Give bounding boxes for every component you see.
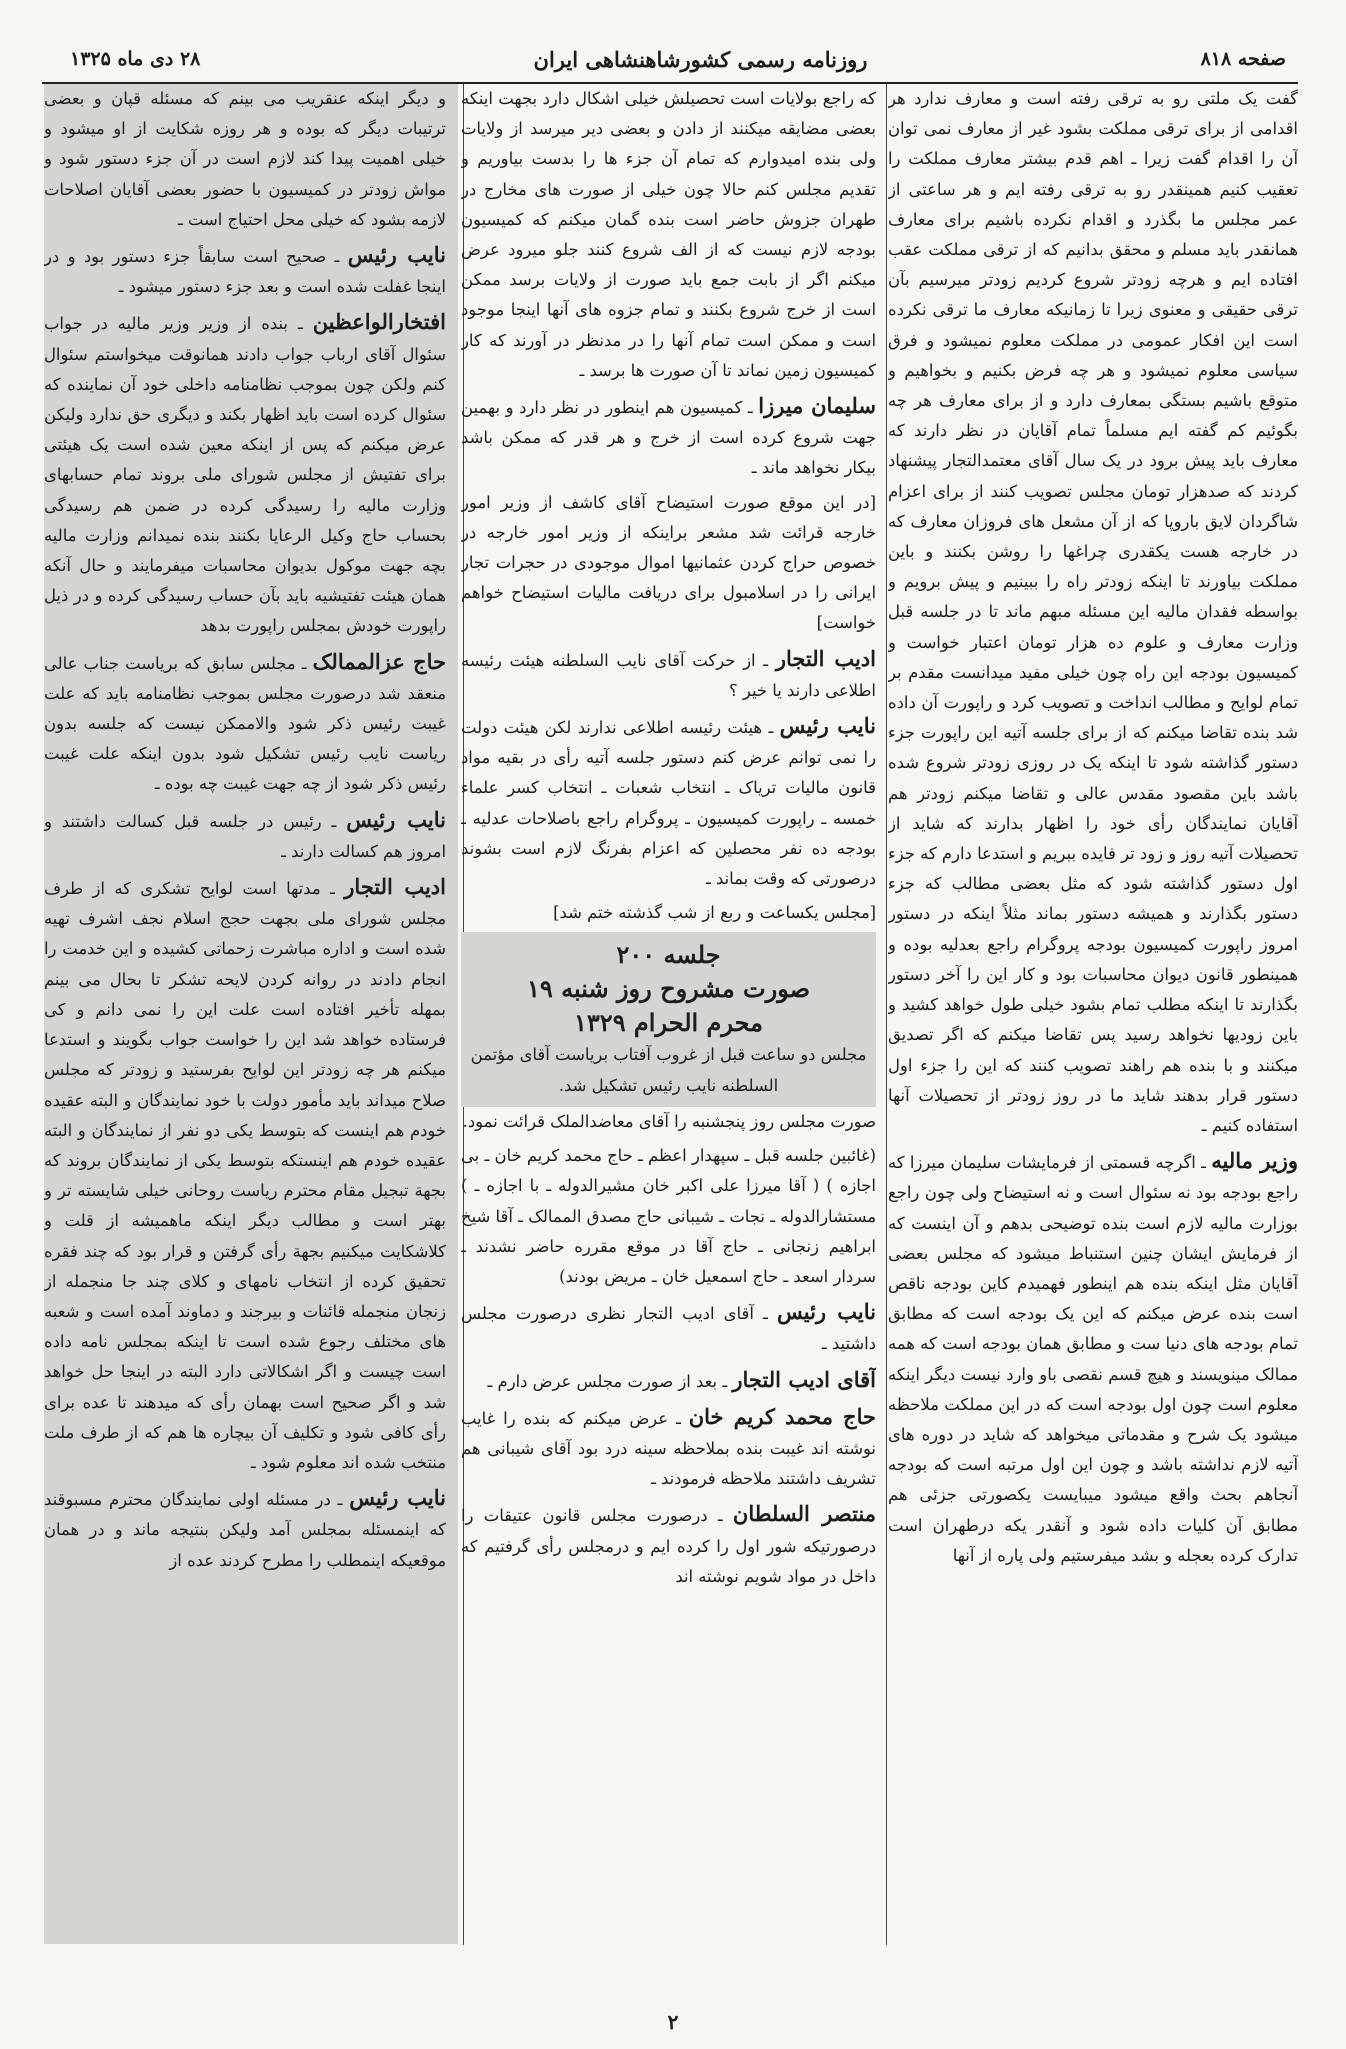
paragraph: ـ اگرچه قسمتی از فرمایشات سلیمان میرزا که راجع بودجه بود نه سئوال است و نه استیضاح ولی چون راجع بوزارت مالیه لازم است بنده توضیحی بدهم و آن اینست که از فرمایش ایشان چنین استنباط میشود که مجلس بعضی آقایان مثل اینکه بنده هم اینطور فهمیدم کاین بودجه ناقص است بنده عرض میکنم که این یک بودجه است که مطابق تمام بودجه های دنیا ست و مطابق همان بودجه است که همه ممالک مینویسند و هیچ قسم نقصی باو وارد نیست دیگر اینکه معلوم است چون اول بودجه است که در این مملکت ملاحظه میشود یک شرح و مقدماتی میخواهد که شاید در دوره های آتیه لازم نداشته باشد و چون این اول مرتبه است که بودجه آنجاهم بحث واقع میشود میبایست یکصورتی جزئی هم مطابق آن کلیات داده شود و آنقدر یکه درطهران است تدارک کرده بعجله و بشد میفرستیم ولی پاره از آنها [888,1153,1298,1565]
paragraph: ـ درصورت مجلس قانون عتیقات را درصورتیکه شور اول را کرده ایم و درمجلس رأی گرفتیم که داخل در مواد شویم نوشته اند [461,1506,876,1586]
paragraph: ـ مجلس سابق که بریاست جناب عالی منعقد شد درصورت مجلس بموجب نظامنامه باید که علت غیبت رئیس ذکر شود والاممکن نیست که جلسه بدون ریاست نایب رئیس تشکیل شود بدون اینکه علت غیبت رئیس ذکر شود از چه جهت غیبت چه بوده ـ [44,653,446,794]
paragraph: مجلس دو ساعت قبل از غروب آفتاب بریاست آقای مؤتمن السلطنه نایب رئیس تشکیل شد. [470,1045,867,1095]
speaker-name: ادیب التجار [775,645,876,671]
session-subtitle: صورت مشروح روز شنبه ۱۹ [527,974,810,1004]
paragraph: که راجع بولایات است تحصیلش خیلی اشکال دارد بجهت اینکه بعضی مضایقه میکنند از دادن و بعضی دیر میرسد از ولایات ولی بنده امیدوارم که تمام آن جزء ها را بدست بیاوریم و تقدیم مجلس کنم حالا چون خیلی از صورت های مخارج در طهران جزوش حاضر است بنده گمان میکنم که کمیسیون بودجه لازم نیست که از الف شروع کنند جلو میرود عرض میکنم اگر از بابت جمع باید صورت از ولایات برسد ممکن است از خرج شروع بکنند و تمام جزوه های آنها اینجا موجود است و ممکن است تمام آنها را در مدنظر در آورند که کار کمیسیون زمین نماند تا آن صورت ها برسد ـ [461,89,876,380]
speaker-name: حاج عزالممالک [312,648,446,674]
newspaper-title: روزنامه رسمی کشورشاهنشاهی ایران [533,46,868,72]
speaker-name: نایب رئیس [346,806,446,832]
paragraph: ـ هیئت رئیسه اطلاعی ندارند لکن هیئت دولت را نمی توانم عرض کنم دستور جلسه آتیه رأی در بقیه مواد قانون مالیات تریاک ـ انتخاب شعبات ـ انتخاب کسر علماء خمسه ـ راپورت کمیسیون ـ پروگرام راجع باصلاحات عدلیه ـ بودجه ده نفر محصلین که اعزام بفرنگ لازم است بشوند درصورتی که وقت بماند ـ [461,718,876,889]
column-right [888,84,1298,1945]
paragraph: [مجلس یکساعت و ربع از شب گذشته ختم شد] [553,903,876,923]
paragraph: ـ آقای ادیب التجار نظری درصورت مجلس داشتید ـ [461,1304,876,1354]
column-left [44,84,446,1945]
paragraph: ـ بنده از وزیر وزیر مالیه در جواب سئوال آقای ارباب جواب دادند همانوقت میخواستم سئوال کنم ولکن چون بموجب نظامنامه داخلی خود آن نماینده که سئوال کرده است باید اظهار بکند و دیگری حق ندارد ولیکن عرض میکنم که پس از اینکه معین شده است یک هیئتی برای تفتیش از مجلس شورای ملی بروند تمام حسابهای وزارت مالیه را رسیدگی کرده در ضمن هم رسیدگی بحساب حاج وکیل الرعایا بکنند بنده نمیدانم وزارت مالیه بچه جهت موکول بدیوان محاسبات میفرمایند و حال آنکه همان هیئت تفتیشیه باید بآن حساب رسیدگی کرده و در ذیل راپورت خودش بمجلس راپورت بدهد [44,314,446,636]
paragraph: ـ از حرکت آقای نایب السلطنه هیئت رئیسه اطلاعی دارند یا خیر ؟ [461,650,876,700]
paragraph: ـ صحیح است سابقاً جزء دستور بود و در اینجا غفلت شده است و بعد جزء دستور میشود ـ [44,247,446,297]
speaker-name: منتصر السلطان [732,1501,876,1527]
issue-date: ۲۸ دی ماه ۱۳۲۵ [70,48,201,70]
speaker-name: نایب رئیس [349,1485,446,1511]
paragraph: صورت مجلس روز پنجشنبه را آقای معاضدالملک قرائت نمود. [462,1111,876,1131]
speaker-name: وزیر مالیه [1211,1148,1298,1174]
paragraph: ـ مدتها است لوایح تشکری که از طرف مجلس شورای ملی بجهت حجج اسلام نجف اشرف تهیه شده است و اداره مباشرت زحماتی کشیده و این خدمت را انجام دادند در روانه کردن لایحه تشکر تا بحال می بینم بمهله تأخیر افتاده است علت این را نمی دانم و کی فرستاده خواهد شد این را خواست جواب بگویند و استدعا میکنم هر چه زودتر این لوایح بفرستید و زودتر که مجلس صلاح میداند باید مأمور دولت با خود نمایندگان و البته عقیده خودم هم اینست که بتوسط یکی دو نفر از نمایندگان و البته عقیده خودم هم اینستکه بتوسط یکی از نمایندگان بروند که بجهة تبجیل مقام محترم ریاست روحانی خیلی شایسته تر و بهتر است و مطالب دیگر اینکه ماهمیشه از قلت و کلاشکایت میکنیم بجهة رأی گرفتن و قرار بود که چند فقره تحقیق کرده از انتخاب نامهای و کلای چند جا منجمله از زنجان منجمله قائنات و بیرجند و دماوند آمده است و شعبه های مختلف رجوع شده است تا اینکه بمجلس نامه داده است چیست و اگر اشکالاتی دارد البته در اینجا حل خواهد شد و اگر صحیح است بهمان رأی که میدهند تا عده برای رأی کافی شود و تکلیف آن بیچاره ها هم که از طرف ملت منتخب شده اند معلوم شود ـ [44,879,446,1472]
paragraph: و دیگر اینکه عنقریب می بینم که مسئله قپان و بعضی ترتیبات دیگر که بوده و هر روزه شکایت از او میشود و خیلی اهمیت پیدا کند لازم است در آن جزء دستور شود و مواش زودتر در کمیسیون با حضور بعضی آقایان اصلاحات لازمه بشود که خیلی محل احتیاج است ـ [44,89,446,229]
speaker-name: نایب رئیس [347,242,446,268]
paragraph: (غائبین جلسه قبل ـ سپهدار اعظم ـ حاج محمد کریم خان ـ بی اجازه ) ( آقا میرزا علی اکبر خان مشیرالدوله ـ با اجازه ـ ) مستشارالدوله ـ نجات ـ شیبانی حاج مصدق الممالک ـ آقا شیخ ابراهیم زنجانی ـ حاج آقا در موقع مقرره حاضر نشدند ـ سردار اسعد ـ حاج اسمعیل خان ـ مریض بودند) [461,1146,876,1286]
speaker-name: آقای ادیب التجار [732,1366,876,1392]
session-number: جلسه ۲۰۰ [616,940,721,970]
paragraph: ـ در مسئله اولی نمایندگان محترم مسبوقند که اینمسئله بمجلس آمد ولیکن بنتیجه ماند و در همان موقعیکه اینمطلب را مطرح کردند عده از [44,1490,446,1570]
speaker-name: حاج محمد کریم خان [688,1403,876,1429]
column-divider-right [886,84,887,1945]
speaker-name: نایب رئیس [776,1299,876,1325]
speaker-name: سلیمان میرزا [758,393,876,419]
session-date: محرم الحرام ۱۳۲۹ [574,1008,763,1038]
paragraph: ـ کمیسیون هم اینطور در نظر دارد و بهمین جهت شروع کرده است از خرج و هر قدر که ممکن باشد بیکار نخواهد ماند ـ [461,398,876,478]
masthead [70,38,1286,80]
paragraph: ـ عرض میکنم که بنده را غایب نوشته اند غیبت بنده بملاحظه سینه درد بود آقای شیبانی هم تشریف داشتند ملاحظه فرمودند ـ [461,1408,876,1489]
column-middle [461,84,876,1945]
paragraph: ـ رئیس در جلسه قبل کسالت داشتند و امروز هم کسالت دارند ـ [44,811,446,861]
speaker-name: ادیب التجار [344,874,446,900]
paragraph: ـ بعد از صورت مجلس عرض دارم ـ [487,1371,728,1391]
paragraph: گفت یک ملتی رو به ترقی رفته است و معارف ندارد هر اقدامی از برای ترقی مملکت بشود غیر از معارف نمی توان آن را اقدام گفت زیرا ـ اهم قدم بیشتر معارف مملکت را تعقیب کنیم همینقدر رو به ترقی رفته ایم و هر ساعتی از عمر مجلس ما بگذرد و اقدام نکرده باشیم برای معارف همانقدر باید مسلم و محقق بدانیم که از ترقی مملکت عقب افتاده ایم و هرچه زودتر شروع کردیم زودتر میرسیم بآن ترقی حقیقی و معنوی زیرا تا زمانیکه معارف ما ترقی نکرده است این افکار عمومی در مملکت معلوم نمیشود و فرق سیاسی معلوم نمیشود و هر چه فرض بکنیم و بخواهیم و متوقع باشیم بستگی بمعارف دارد و از برای معارف هر چه بگوئیم کم گفته ایم مسلماً تمام آقایان در نظر دارند که معارف باید پیش برود در یک سال آقای معتمدالتجار پیشنهاد کردند که صدهزار تومان مجلس تصویب کنند از برای اعزام شاگردان لایق باروپا که از آن مشعل های فروزان معارف که در خارجه هست یکقدری چراغها را روشن بکنند و باین مملکت بیاورند تا اینکه زودتر راه را ببینیم و پیش برویم و بواسطه فقدان مالیه این مسئله مبهم ماند تا در جلسه قبل وزارت معارف و علوم ده هزار تومان اعتبار خواست و کمیسیون بودجه این راه چون خیلی مفید میدانست مقدم بر تمام لوایح و مطالب انداخت و تصویب کرد و راپورت آن داده شد بنده تقاضا میکنم که از برای جلسه آتیه این راپورت جزء دستور گذاشته شود تا اینکه یک در روزی زودتر شروع شده باشد باین مقصود مقدس عالی و تقاضا میکنم زودتر هم آقایان نمایندگان رأی خود را اظهار بدارند که شاید از تحصیلات آتیه روز و زود تر فایده ببریم و استدعا دارم که جزء اول دستور گذاشته شود که مثل بعضی مطالب که جزء دستور بگذارند و همیشه دستور بماند مثلاً اینکه در دستور امروز راپورت کمیسیون بودجه پروگرام راجع بعدلیه بوده و همینطور قانون دیوان محاسبات بود و کار این را آخر دستور بگذارند تا اینکه مطلب تمام بشود خیلی طول خواهد کشید و باین زودیها نخواهد رسید پس تقاضا میکنم که اگر تصدیق میکنند و با بنده هم راهند تصویب کنند که این را جزء اول دستور قرار بدهند شاید ما در روز زودتر از تحصیلات آنها استفاده کنیم ـ [888,89,1298,1135]
speaker-name: افتخارالواعظین [312,309,446,335]
page-number: ۲ [667,2010,679,2034]
session-heading [461,932,876,1106]
page-label: صفحه ۸۱۸ [1200,48,1286,70]
speaker-name: نایب رئیس [779,713,876,739]
paragraph: [در این موقع صورت استیضاح آقای کاشف از وزیر امور خارجه قرائت شد مشعر براینکه از وزیر امور خارجه در خصوص حراج کردن عثمانیها اموال موجودی در حجرات تجار ایرانی را در اسلامبول برای دریافت مالیات استیضاح خواهم خواست] [461,492,876,633]
